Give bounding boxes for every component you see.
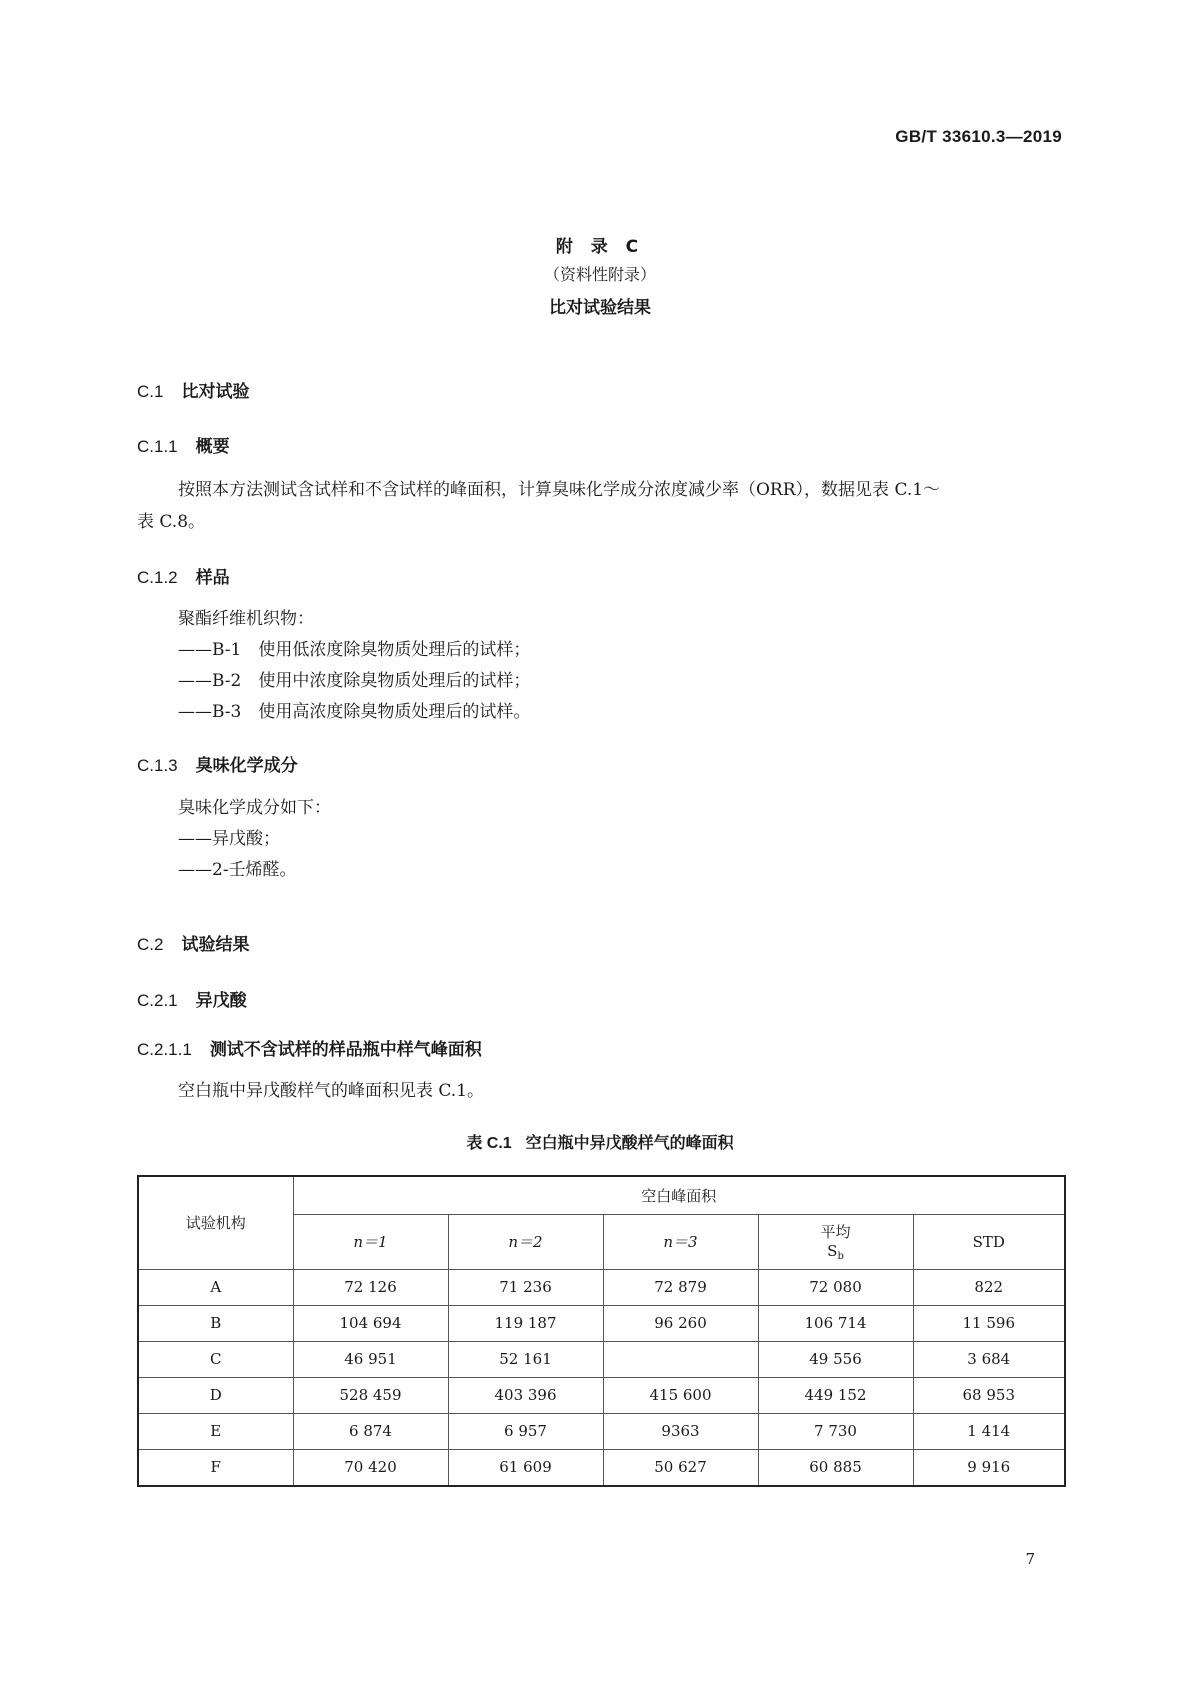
annex-title: 附 录 C bbox=[555, 237, 645, 257]
annex-type: （资料性附录） bbox=[543, 265, 656, 284]
list-item: ——异戊酸； bbox=[178, 829, 280, 849]
header-average: 平均 $S_b$ bbox=[758, 1214, 913, 1269]
c1-1-paragraph-line1: 按照本方法测试含试样和不含试样的峰面积，计算臭味化学成分浓度减少率（ORR），数据见表 C.1～ bbox=[178, 480, 941, 500]
heading-c1-3: C.1.3 臭味化学成分 bbox=[137, 756, 298, 776]
heading-c1-1: C.1.1 概要 bbox=[137, 437, 230, 457]
header-blank-peak-area: 空白峰面积 bbox=[293, 1176, 1065, 1214]
header-lab: 试验机构 bbox=[138, 1176, 293, 1269]
heading-c2: C.2 试验结果 bbox=[137, 935, 250, 955]
c2-1-1-paragraph: 空白瓶中异戊酸样气的峰面积见表 C.1。 bbox=[178, 1081, 485, 1101]
header-std: STD bbox=[913, 1214, 1065, 1269]
annex-name: 比对试验结果 bbox=[549, 298, 651, 318]
peak-area-table bbox=[137, 1175, 1066, 1487]
heading-c2-1-1: C.2.1.1 测试不含试样的样品瓶中样气峰面积 bbox=[137, 1040, 482, 1060]
table-row: F 70 420 61 609 50 627 60 885 9 916 bbox=[138, 1449, 1065, 1486]
standard-code: GB/T 33610.3—2019 bbox=[895, 127, 1062, 146]
list-item: ——B-3 使用高浓度除臭物质处理后的试样。 bbox=[178, 702, 531, 722]
header-n3: n＝3 bbox=[603, 1214, 758, 1269]
table-row: A 72 126 71 236 72 879 72 080 822 bbox=[138, 1269, 1065, 1305]
heading-c1-2: C.1.2 样品 bbox=[137, 568, 230, 588]
page-number: 7 bbox=[1025, 1550, 1035, 1568]
table-row: E 6 874 6 957 9363 7 730 1 414 bbox=[138, 1413, 1065, 1449]
header-n2: n＝2 bbox=[448, 1214, 603, 1269]
heading-c1: C.1 比对试验 bbox=[137, 382, 250, 402]
table-row: D 528 459 403 396 415 600 449 152 68 953 bbox=[138, 1377, 1065, 1413]
list-item: ——2-壬烯醛。 bbox=[178, 860, 297, 880]
list-item: ——B-1 使用低浓度除臭物质处理后的试样； bbox=[178, 640, 531, 660]
header-n1: n＝1 bbox=[293, 1214, 448, 1269]
c1-3-intro: 臭味化学成分如下： bbox=[178, 798, 331, 818]
c1-2-intro: 聚酯纤维机织物： bbox=[178, 609, 314, 629]
heading-c2-1: C.2.1 异戊酸 bbox=[137, 991, 247, 1011]
list-item: ——B-2 使用中浓度除臭物质处理后的试样； bbox=[178, 671, 531, 691]
table-row: C 46 951 52 161 49 556 3 684 bbox=[138, 1341, 1065, 1377]
c1-1-paragraph-line2: 表 C.8。 bbox=[137, 512, 206, 532]
table-caption: 表 C.1 空白瓶中异戊酸样气的峰面积 bbox=[466, 1133, 734, 1152]
table-row: B 104 694 119 187 96 260 106 714 11 596 bbox=[138, 1305, 1065, 1341]
